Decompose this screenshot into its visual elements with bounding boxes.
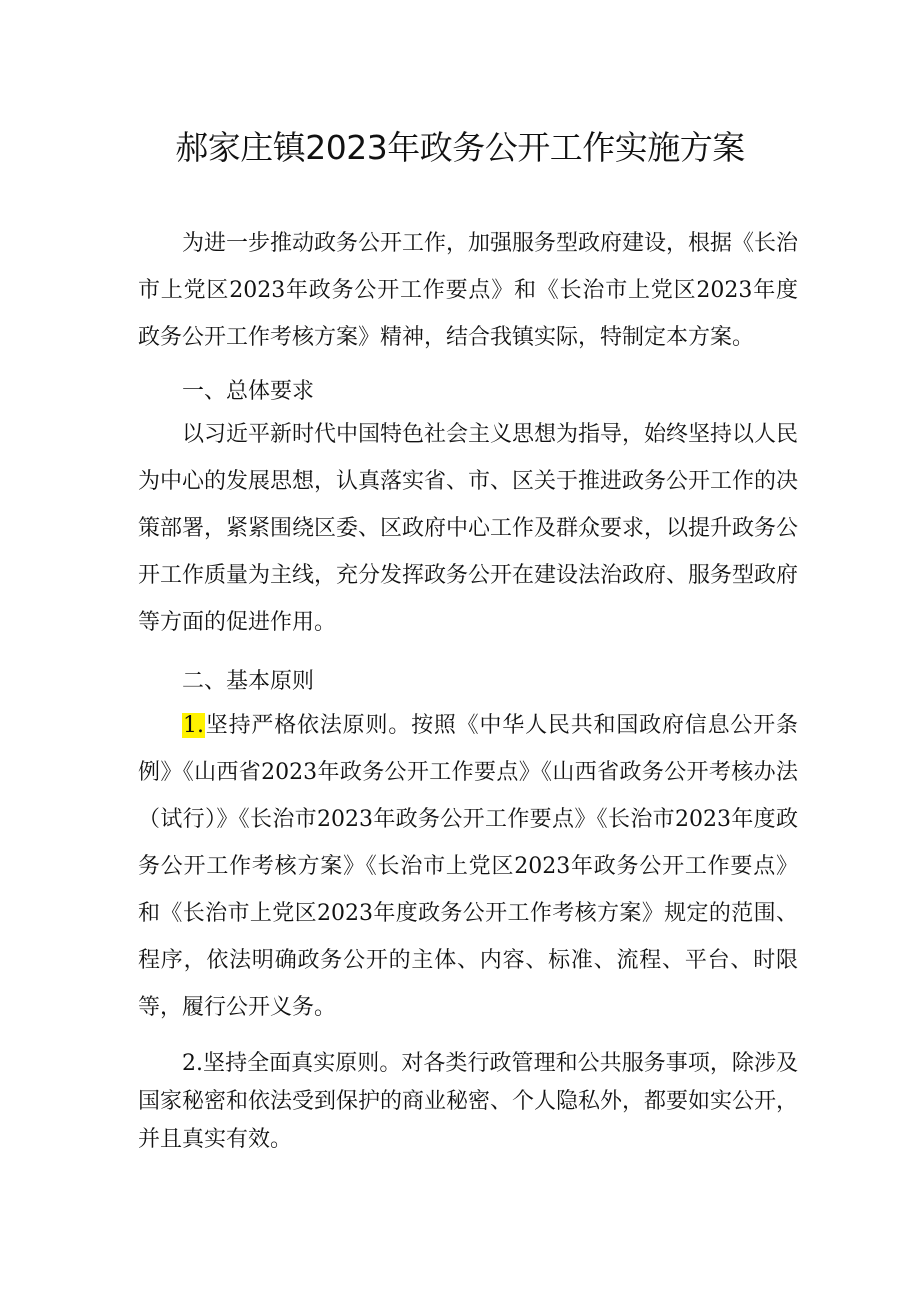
highlighted-item-number: 1. <box>183 713 204 738</box>
principle-item-2: 2.坚持全面真实原则。对各类行政管理和公共服务事项，除涉及国家秘密和依法受到保护的商业秘密、个人隐私外，都要如实公开，并且真实有效。 <box>138 1051 799 1152</box>
principle-item-1-text: 坚持严格依法原则。按照《中华人民共和国政府信息公开条例》《山西省2023年政务公开工作要点》《山西省政务公开考核办法（试行）》《长治市2023年政务公开工作要点》《长治市2023年度政务公开工作考核方案》《长治市上党区2023年政务公开工作要点》和《长治市上党区2023年度政务公开工作考核方案》规定的范围、程序，依法明确政务公开的主体、内容、标准、流程、平台、时限等，履行公开义务。 <box>138 713 798 1020</box>
document-title: 郝家庄镇2023年政务公开工作实施方案 <box>175 128 745 167</box>
section-heading-basic-principles: 二、基本原则 <box>182 669 315 694</box>
principle-item-1 <box>138 702 798 1031</box>
general-requirements-paragraph: 以习近平新时代中国特色社会主义思想为指导，始终坚持以人民为中心的发展思想，认真落实省、市、区关于推进政务公开工作的决策部署，紧紧围绕区委、区政府中心工作及群众要求，以提升政务公开工作质量为主线，充分发挥政务公开在建设法治政府、服务型政府等方面的促进作用。 <box>138 422 799 635</box>
intro-paragraph: 为进一步推动政务公开工作，加强服务型政府建设，根据《长治市上党区2023年政务公开工作要点》和《长治市上党区2023年度政务公开工作考核方案》精神，结合我镇实际，特制定本方案。 <box>138 231 799 350</box>
section-heading-general-requirements: 一、总体要求 <box>182 379 315 404</box>
